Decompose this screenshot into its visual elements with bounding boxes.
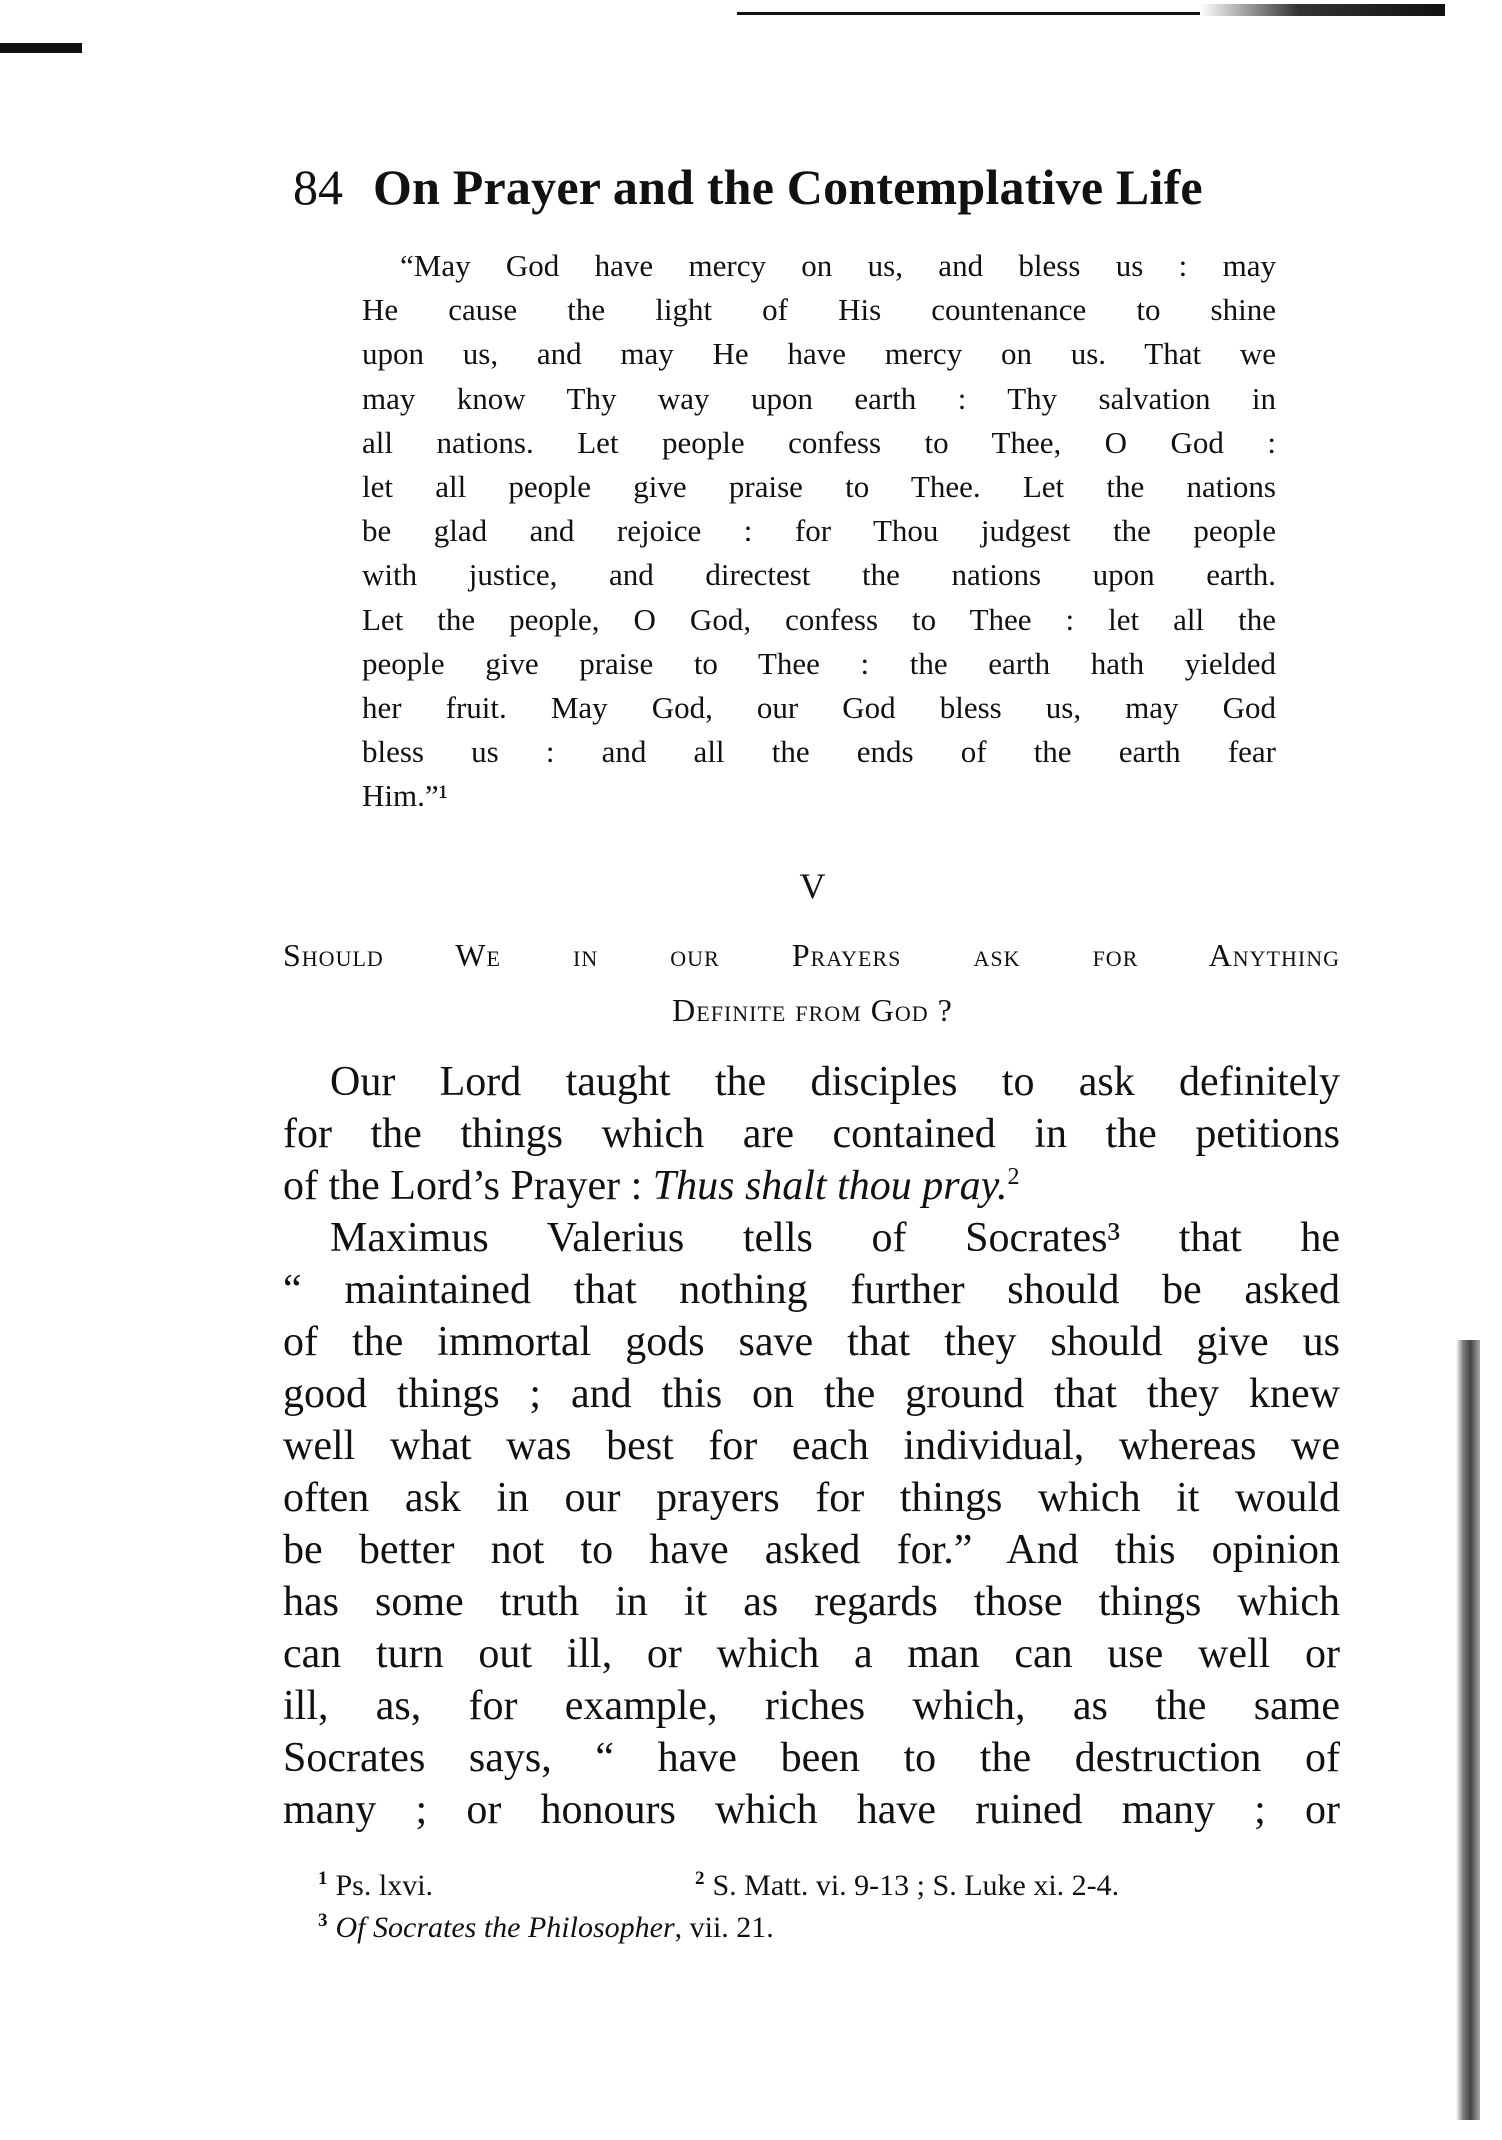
body-line: can turn out ill, or which a man can use well or [283,1631,1340,1677]
scan-left-mark [0,43,82,53]
quote-line: may know Thy way upon earth : Thy salvation in [362,380,1276,416]
footnote-mark: 3 [318,1910,328,1931]
footnote-text: S. Matt. vi. 9-13 ; S. Luke xi. 2-4. [712,1869,1120,1902]
quote-line: people give praise to Thee : the earth hath yielded [362,645,1276,681]
body-line [283,1162,1340,1210]
quote-line: be glad and rejoice : for Thou judgest the people [362,513,1276,549]
quote-line: bless us : and all the ends of the earth fear [362,734,1276,770]
quote-line: Let the people, O God, confess to Thee : let all the [362,601,1276,637]
body-line: Our Lord taught the disciples to ask definitely [330,1059,1340,1105]
quote-line: her fruit. May God, our God bless us, may God [362,690,1276,725]
running-head [293,158,1297,216]
footnote-text: Ps. lxvi. [335,1869,434,1902]
quote-line: with justice, and directest the nations upon earth. [362,557,1276,593]
quote-line: upon us, and may He have mercy on us. That we [362,336,1276,372]
footnote-2 [695,1868,1119,1903]
footnote-mark: 2 [695,1868,705,1889]
body-line: has some truth in it as regards those things which [283,1579,1340,1625]
footnote-text: , vii. 21. [674,1911,774,1944]
book-title: On Prayer and the Contemplative Life [373,159,1203,215]
footnote-mark: 1 [318,1868,328,1889]
body-line: Socrates says, “ have been to the destruction of [283,1735,1340,1781]
quote-line: “May God have mercy on us, and bless us : may [400,248,1276,283]
body-line-text: of the Lord’s Prayer : [283,1163,653,1209]
quote-line: all nations. Let people confess to Thee, O God : [362,424,1276,460]
body-line: ill, as, for example, riches which, as the same [283,1683,1340,1729]
heading-line: Definite from God ? [672,992,953,1028]
quote-line: let all people give praise to Thee. Let the nations [362,469,1276,504]
body-line: be better not to have asked for.” And this opinion [283,1527,1340,1573]
body-line: well what was best for each individual, whereas we [283,1423,1340,1469]
footnote-ref: 2 [1007,1164,1020,1190]
scan-page-edge [1456,1340,1480,2120]
body-line: good things ; and this on the ground that they knew [283,1371,1340,1417]
body-line: “ maintained that nothing further should be asked [283,1267,1340,1313]
scan-top-rule-shadow [1200,4,1445,16]
section-number: V [799,866,826,906]
heading-line: Should We in our Prayers ask for Anything [283,937,1340,973]
scripture-quote: Thus shalt thou pray. [652,1163,1008,1209]
footnote-italic: Of Socrates the Philosopher [335,1911,675,1944]
quote-line: He cause the light of His countenance to shine [362,292,1276,328]
footnote-1 [318,1868,433,1903]
footnote-3 [318,1910,774,1945]
body-line: for the things which are contained in the petitions [283,1111,1340,1157]
page-number: 84 [293,159,343,215]
body-line: many ; or honours which have ruined many ; or [283,1787,1340,1833]
quote-line: Him.”¹ [362,778,448,814]
body-line: of the immortal gods save that they should give us [283,1319,1340,1365]
body-line: Maximus Valerius tells of Socrates³ that he [330,1215,1340,1261]
body-line: often ask in our prayers for things which it would [283,1475,1340,1521]
